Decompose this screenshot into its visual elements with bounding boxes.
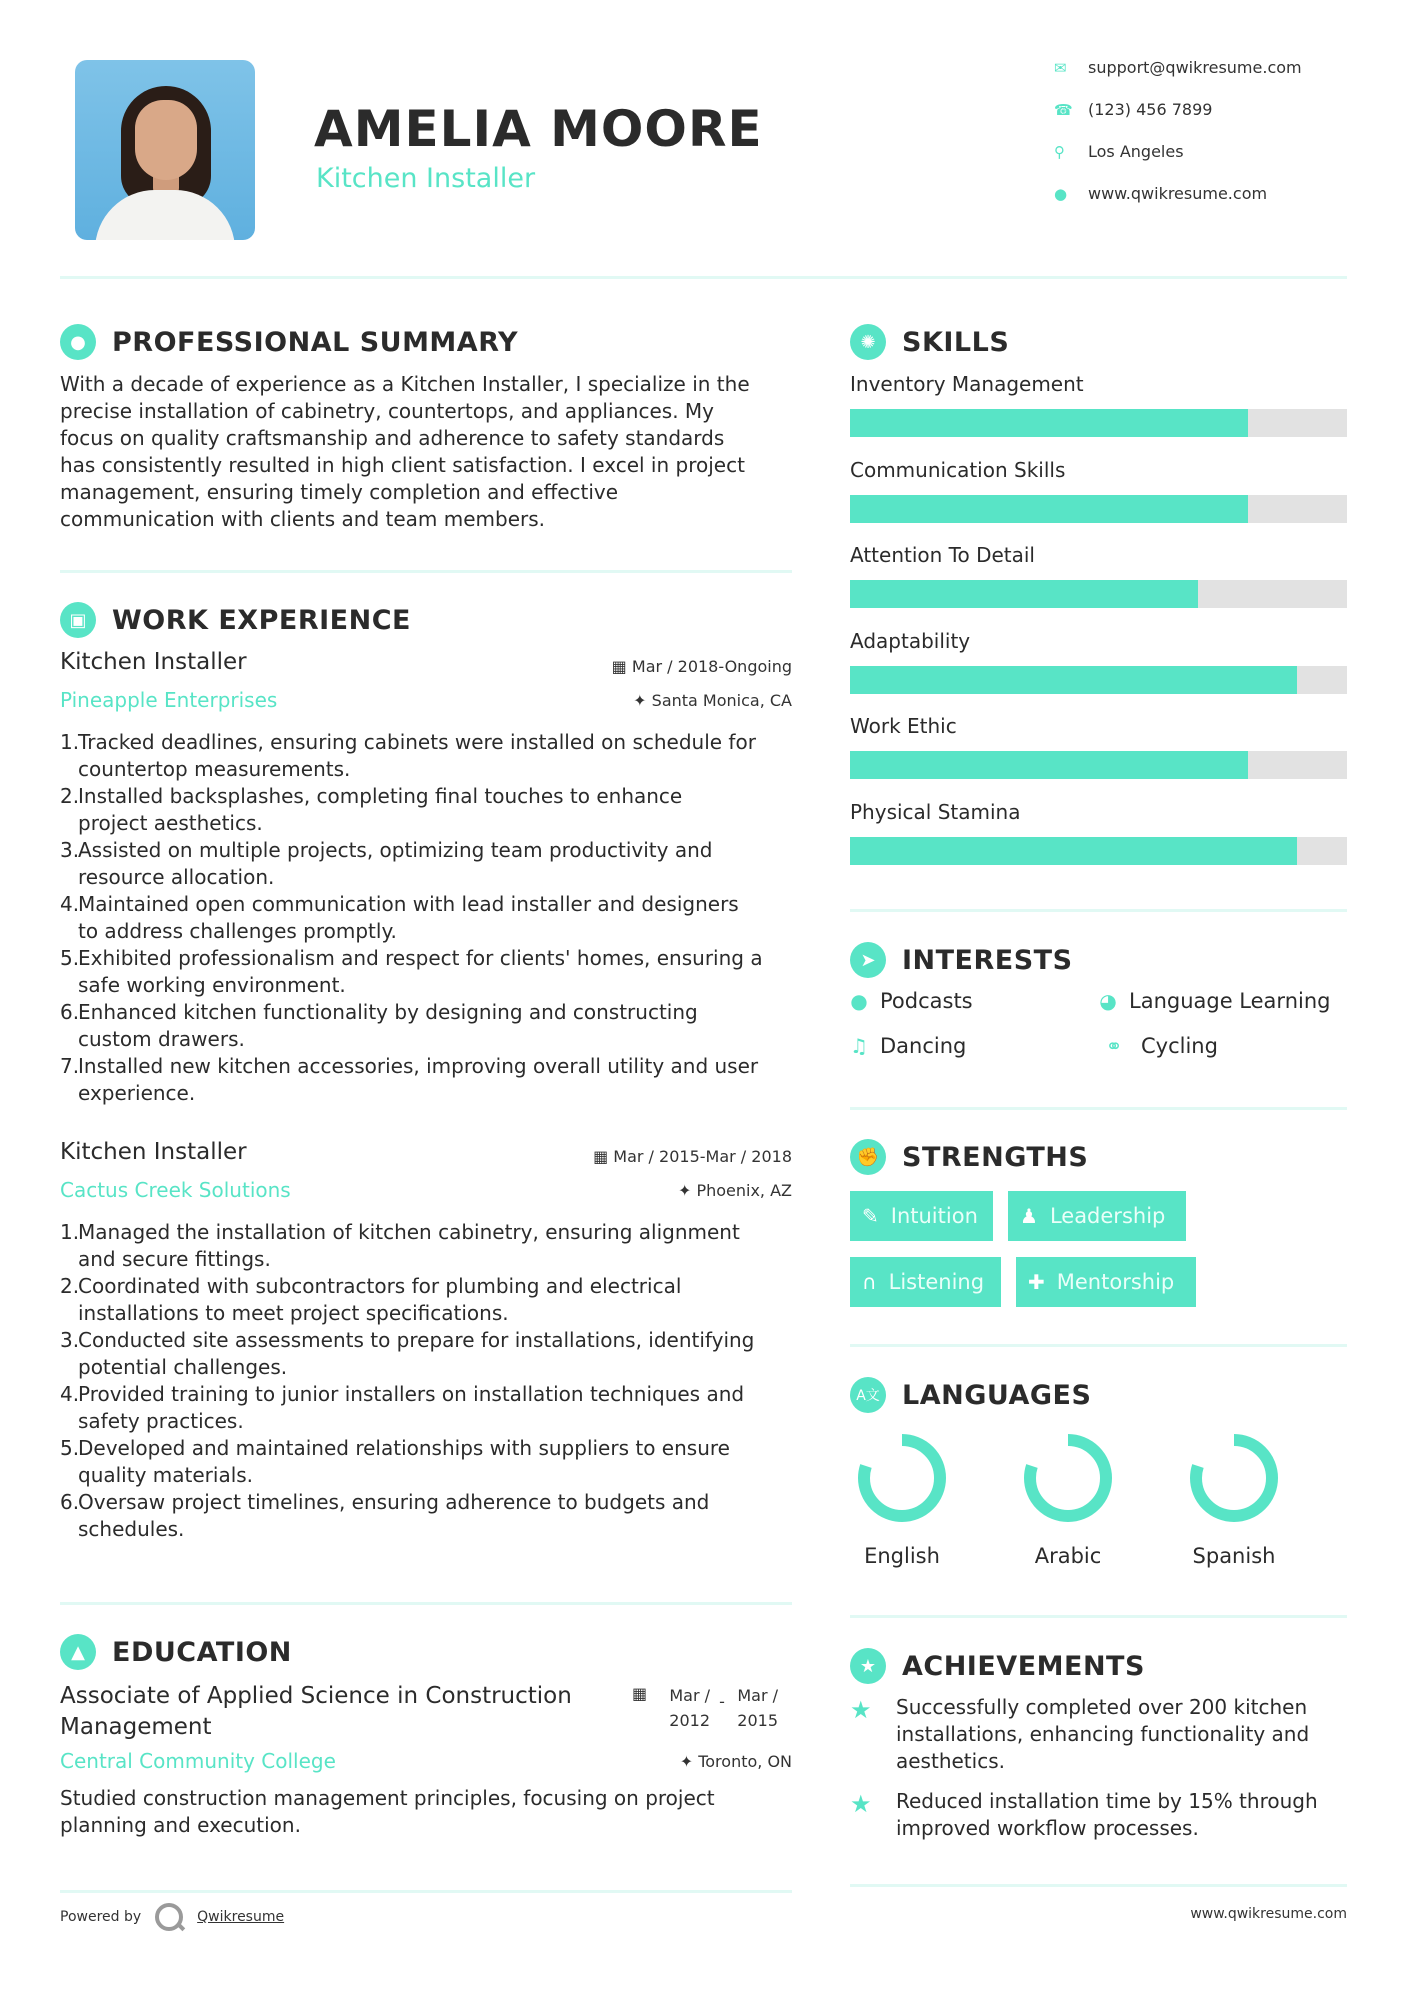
paper-plane-icon: ➤ [850,942,886,978]
education-location: ✦ Toronto, ON [679,1752,792,1771]
music-note-icon: ♫ [850,1034,868,1058]
skills-heading: ✺ SKILLS [850,324,1009,360]
strengths-heading: ✊ STRENGTHS [850,1139,1088,1175]
list-item: 2. Installed backsplashes, completing final touches to enhance project aesthetics. [60,784,683,835]
skills-divider [850,909,1347,912]
skill-bar-fill [850,409,1248,437]
achievements-divider [850,1884,1347,1887]
candidate-name: AMELIA MOORE [314,100,763,158]
skill-label: Attention To Detail [850,543,1035,567]
list-item: 6. Oversaw project timelines, ensuring adherence to budgets and schedules. [60,1490,710,1541]
lightbulb-icon: ✺ [850,324,886,360]
pin-icon: ✦ [633,691,647,710]
interest-podcasts: ● Podcasts [850,989,973,1013]
briefcase-icon: ▣ [60,602,96,638]
school-name: Central Community College [60,1749,336,1773]
achievement-item: Successfully completed over 200 kitchen installations, enhancing functionality and aesthetics. [896,1695,1310,1773]
language-icon: A文 [850,1377,886,1413]
language-level-ring [856,1432,948,1524]
language-label: English [864,1544,940,1568]
calendar-icon: ▦ [593,1147,609,1166]
star-badge-icon: ★ [850,1648,886,1684]
qwikresume-link[interactable]: Qwikresume [197,1909,285,1925]
education-start: Mar / 2012 [669,1686,710,1730]
candidate-role: Kitchen Installer [316,163,536,194]
language-level-arc [1196,1440,1272,1516]
list-item: 4. Provided training to junior installers on installation techniques and safety practices. [60,1382,745,1433]
interest-cycling: ⚭ Cycling [1099,1034,1218,1058]
list-item: 5. Exhibited professionalism and respect for clients' homes, ensuring a safe working environment. [60,946,763,997]
interest-language-learning: ◕ Language Learning [1099,989,1331,1013]
degree-title: Associate of Applied Science in Construction Management [60,1683,572,1740]
globe-icon: ◕ [1099,989,1117,1013]
job-location: ✦ Santa Monica, CA [633,691,792,710]
summary-text: With a decade of experience as a Kitchen Installer, I specialize in the precise installation of cabinetry, countertops, and appliances. My focus on quality craftsmanship and adherence to safety standards has consistently resulted in high client satisfaction. I excel in project management, ensuring timely completion and effective communication with clients and team members. [60,372,750,531]
language-label: Spanish [1192,1544,1276,1568]
header-divider [60,276,1347,279]
calendar-icon: ▦ [632,1684,648,1703]
language-level-ring [1188,1432,1280,1524]
list-item: 1. Managed the installation of kitchen cabinetry, ensuring alignment and secure fittings. [60,1220,740,1271]
phone-icon: ☎ [1054,100,1073,119]
company-name: Pineapple Enterprises [60,688,278,712]
job-responsibilities [60,729,800,1107]
skill-label: Communication Skills [850,457,1066,482]
skill-bar [850,409,1347,437]
bicycle-icon: ⚭ [1105,1034,1123,1058]
skill-bar [850,666,1347,694]
experience-divider [60,1602,792,1605]
qwikresume-logo-icon [155,1903,183,1931]
calendar-icon: ▦ [611,657,627,676]
job-location: ✦ Phoenix, AZ [677,1181,792,1200]
star-icon: ★ [850,1790,872,1818]
achievements-heading: ★ ACHIEVEMENTS [850,1648,1145,1684]
contact-phone[interactable]: ☎ (123) 456 7899 [1054,100,1213,119]
footer-site-link[interactable]: www.qwikresume.com [1190,1906,1347,1922]
globe-icon: ● [1054,184,1068,203]
profile-photo [75,60,255,240]
skill-label: Adaptability [850,628,971,653]
language-level-arc [864,1440,940,1516]
job-date: ▦ Mar / 2018-Ongoing [611,657,792,676]
achievement-item: Reduced installation time by 15% through improved workflow processes. [896,1789,1318,1840]
skill-bar-fill [850,666,1297,694]
list-item: 6. Enhanced kitchen functionality by designing and constructing custom drawers. [60,1000,698,1051]
headphones-icon: ∩ [862,1270,877,1294]
users-icon: ♟ [1020,1204,1038,1228]
list-item: 3. Assisted on multiple projects, optimizing team productivity and resource allocation. [60,838,713,889]
contact-location: ⚲ Los Angeles [1054,142,1184,161]
interest-dancing: ♫ Dancing [850,1034,967,1058]
date-dash: - [719,1692,725,1711]
pin-icon: ✦ [679,1752,694,1771]
job-title: Kitchen Installer [60,1139,247,1165]
contact-website[interactable]: ● www.qwikresume.com [1054,184,1268,203]
skill-bar-fill [850,751,1248,779]
skill-label: Work Ethic [850,714,957,738]
summary-divider [60,570,792,573]
list-item: 2. Coordinated with subcontractors for plumbing and electrical installations to meet project specifications. [60,1274,682,1325]
strength-mentorship: ✚ Mentorship [1016,1257,1196,1307]
user-icon: ● [60,324,96,360]
list-item: 5. Developed and maintained relationships with suppliers to ensure quality materials. [60,1436,730,1487]
list-item: 1. Tracked deadlines, ensuring cabinets were installed on schedule for countertop measurements. [60,730,756,781]
education-heading: ▲ EDUCATION [60,1634,292,1670]
skill-label: Physical Stamina [850,799,1021,824]
skill-bar-fill [850,495,1248,523]
skill-bar [850,837,1347,865]
graduation-icon: ▲ [60,1634,96,1670]
education-end: Mar / 2015 [737,1686,778,1730]
list-item: 3. Conducted site assessments to prepare for installations, identifying potential challenges. [60,1328,755,1379]
strength-listening: ∩ Listening [850,1257,1001,1307]
magic-wand-icon: ✎ [862,1204,879,1228]
skill-bar [850,751,1347,779]
list-item: 4. Maintained open communication with lead installer and designers to address challenges promptly. [60,892,739,943]
education-description: Studied construction management principles, focusing on project planning and execution. [60,1786,715,1837]
language-level-arc [1030,1440,1106,1516]
company-name: Cactus Creek Solutions [60,1178,291,1202]
star-icon: ★ [850,1696,872,1724]
job-date: ▦ Mar / 2015-Mar / 2018 [593,1147,792,1166]
skill-bar-fill [850,837,1297,865]
list-item: 7. Installed new kitchen accessories, improving overall utility and user experience. [60,1054,759,1105]
experience-heading: ▣ WORK EXPERIENCE [60,602,411,638]
language-label: Arabic [1034,1544,1102,1568]
education-divider [60,1890,792,1893]
skill-label: Inventory Management [850,372,1084,396]
envelope-icon: ✉ [1054,58,1067,77]
skill-bar [850,580,1347,608]
job-responsibilities [60,1219,800,1543]
language-level-ring [1022,1432,1114,1524]
strength-intuition: ✎ Intuition [850,1191,993,1241]
location-pin-icon: ⚲ [1054,142,1065,161]
fist-icon: ✊ [850,1139,886,1175]
microphone-icon: ● [850,989,868,1013]
footer-powered-by: Powered by Qwikresume [60,1903,284,1931]
skill-bar [850,495,1347,523]
languages-divider [850,1615,1347,1618]
user-plus-icon: ✚ [1028,1270,1045,1294]
strength-leadership: ♟ Leadership [1008,1191,1186,1241]
pin-icon: ✦ [677,1181,692,1200]
skill-bar-fill [850,580,1198,608]
job-title: Kitchen Installer [60,649,247,675]
interests-heading: ➤ INTERESTS [850,942,1073,978]
languages-heading: A文 LANGUAGES [850,1377,1091,1413]
contact-email[interactable]: ✉ support@qwikresume.com [1054,58,1302,77]
strengths-divider [850,1344,1347,1347]
interests-divider [850,1107,1347,1110]
summary-heading: ● PROFESSIONAL SUMMARY [60,324,518,360]
